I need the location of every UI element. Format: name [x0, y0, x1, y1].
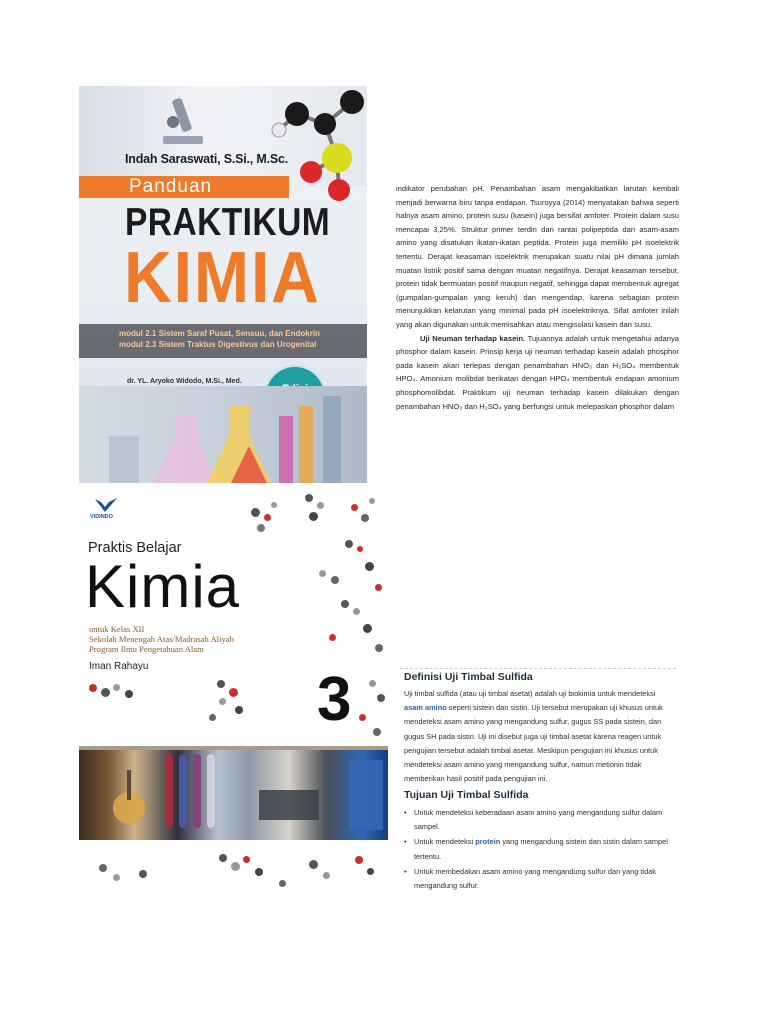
- tujuan-item-3-text: Untuk membedakan asam amino yang mengandung sulfur dan yang tidak mengandung sulfur.: [414, 866, 656, 891]
- doc1-paragraph-2-lead: Uji Neuman terhadap kasein.: [420, 333, 526, 343]
- book-cover-praktikum-kimia[interactable]: [79, 86, 367, 483]
- tujuan-item-2-text-b: yang mengandung sistein dan sistin dalam sampel tertentu.: [414, 837, 668, 861]
- cover2-subtitle-3: Program Ilmu Pengetahuan Alam: [89, 644, 204, 654]
- cover-author: Indah Saraswati, S.Si., M.Sc.: [125, 152, 289, 166]
- glassware-illustration: [79, 386, 367, 483]
- tujuan-list: [404, 806, 676, 894]
- link-protein[interactable]: protein: [475, 837, 501, 847]
- cover2-title: Kimia: [85, 553, 241, 620]
- cover-title-line2: KIMIA: [124, 238, 321, 318]
- module-line-1: modul 2.1 Sistem Saraf Pusat, Sensuu, dan Endokrin: [119, 329, 320, 338]
- bullet-icon: •: [404, 808, 407, 817]
- tujuan-item-3: [404, 865, 676, 893]
- tujuan-item-2-text-a: Untuk mendeteksi: [414, 837, 476, 847]
- heading-tujuan: Tujuan Uji Timbal Sulfida: [404, 789, 529, 801]
- section-divider: [400, 668, 676, 669]
- document-excerpt-kasein: [396, 182, 679, 413]
- definisi-text-a: Uji timbal sulfida (atau uji timbal asetat) adalah uji biokimia untuk mendeteksi: [404, 689, 656, 698]
- tujuan-item-2: [404, 835, 676, 863]
- module-line-2: modul 2.3 Sistem Traktus Digestivus dan Urogenital: [119, 340, 317, 349]
- cover-title-line1: PRAKTIKUM: [125, 201, 331, 244]
- vidindo-logo-icon: [93, 496, 119, 514]
- bullet-icon: •: [404, 837, 407, 847]
- cover2-subtitle-2: Sekolah Menengah Atas/Madrasah Aliyah: [89, 634, 234, 644]
- bullet-icon: •: [404, 866, 407, 876]
- book-cover-praktis-belajar-kimia[interactable]: [79, 484, 388, 897]
- cover2-volume-number: 3: [317, 665, 352, 734]
- definisi-paragraph: [404, 687, 676, 786]
- cover2-subtitle-1: untuk Kelas XII: [89, 624, 145, 634]
- doc1-paragraph-1: indikator perubahan pH. Penambahan asam mengakibatkan larutan kembali menjadi berwarna biru tanpa endapan. Tsuroyya (2014) menyatakan bahwa seperti halnya asam amino, protein susu (kasein) juga bersifat amfoter. Protein dalam susu mencapai 3,25%. Struktur primer terdiri dari rantai polipeptida dari asam-asam amino yang disatukan ikatan-ikatan peptida. Protein juga memiliki pH isoelektrik tertentu. Derajat keasaman isoelektrik merupakan suatu nilai pH dimana jumlah muatan listrik positif sama dengan muatan negatifnya. Derajat keasaman tersebut, protein tidak bermuatan positif maupun negatif, sehingga dapat membentuk agregat (gumpalan-gumpalan yang keruh) dan mengendap, karena sebagian protein menunjukkan kelarutan yang minimal pada pH isoelektriknya. Sifat amfoter inilah yang akan digunakan untuk memisahkan atau mengisolasi kasein dari susu.: [396, 184, 679, 329]
- cover-coauthor: dr. YL. Aryoko Widodo, M.Si., Med.: [127, 378, 242, 385]
- doc1-paragraph-2: [396, 332, 679, 414]
- cover-series-label: Panduan: [129, 176, 213, 197]
- cover2-tagline: Praktis Belajar: [88, 540, 182, 556]
- cover2-author: Iman Rahayu: [89, 661, 149, 672]
- microscope-icon: [149, 92, 209, 152]
- tujuan-item-1-text: Untuk mendeteksi keberadaan asam amino yang mengandung sulfur dalam sampel.: [414, 808, 663, 832]
- tujuan-item-1: [404, 806, 676, 834]
- doc1-paragraph-2-body: Tujuannya adalah untuk mengetahui adanya phosphor dalam kasein. Prinsip kerja uji neuman terhadap kasein adalah phosphor pada kasein akan terlepas dengan penambahan HNO₃ dan H₂SO₄ membentuk HPO₄. Amonium molibdat berikatan dengan HPO₄ membentuk endapan amonium phosphomolibdat. Praktikum uji neuman terhadap kasein dilakukan dengan penambahan HNO₃ dan H₂SO₄ yang berfungsi untuk melepaskan phosphor dalam: [396, 333, 679, 411]
- publisher-name: VIDINDO: [90, 514, 113, 520]
- link-asam-amino[interactable]: asam amino: [404, 703, 447, 713]
- definisi-text-b: seperti sistein dan sistin. Uji tersebut merupakan uji khusus untuk mendeteksi asam amino yang mengandung sulfur, gugus SS pada sistein, dan gugus SH pada sistin. Uji ini disebut juga uji timbal asetat karena reagen untuk pengujian tersebut adalah timbal asetat. Meskipun pengujian ini khusus untuk mendeteksi asam amino yang mengandung sulfur, namun metionin tidak memberikan hasil positif pada pengujian ini.: [404, 703, 663, 784]
- heading-definisi: Definisi Uji Timbal Sulfida: [404, 671, 533, 683]
- lab-equipment-illustration: [79, 750, 388, 840]
